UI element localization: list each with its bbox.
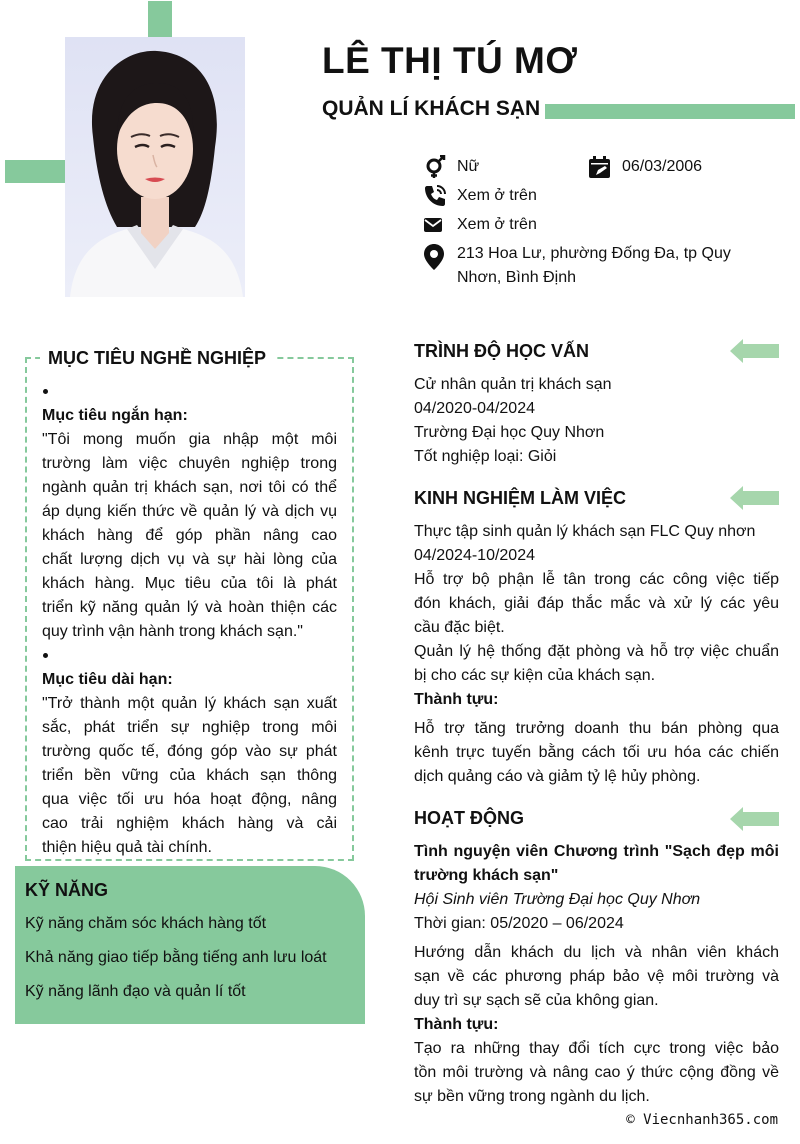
birthdate-value: 06/03/2006 bbox=[622, 158, 703, 175]
address-line-1: 213 Hoa Lư, phường Đống Đa, tp Quy bbox=[457, 245, 731, 262]
text-line: trường khách sạn" bbox=[414, 867, 559, 884]
text-line: đón khách, giải đáp thắc mắc và xử lý các yêu bbox=[414, 595, 779, 612]
text-line: dịch quảng cáo và giảm tỷ lệ hủy phòng. bbox=[414, 768, 701, 785]
arrow-left-icon bbox=[730, 807, 779, 831]
activity-role bbox=[414, 840, 779, 888]
arrow-left-icon bbox=[730, 339, 779, 363]
text-line: sự bền vững trong ngành du lịch. bbox=[414, 1088, 650, 1105]
experience-achievement-label: Thành tựu: bbox=[414, 691, 499, 708]
activities-title: HOẠT ĐỘNG bbox=[414, 808, 524, 828]
text-line: Hỗ trợ bộ phận lễ tân trong các công việc tiếp bbox=[414, 571, 779, 588]
text-line: Tình nguyện viên Chương trình "Sạch đẹp môi bbox=[414, 843, 779, 860]
text-line: thiện hiệu quả tài chính. bbox=[42, 839, 212, 856]
text-line: áp dụng kiến thức về quản lý và dịch vụ bbox=[42, 503, 337, 520]
footer-watermark: © Viecnhanh365.com bbox=[626, 1112, 778, 1128]
short-term-text bbox=[42, 428, 337, 644]
text-line: trường quốc tế, đóng góp vào sự phát bbox=[42, 743, 337, 760]
long-term-label: Mục tiêu dài hạn: bbox=[42, 671, 173, 688]
text-line: Hướng dẫn khách du lịch và nhân viên khách bbox=[414, 944, 779, 961]
text-line: "Trở thành một quản lý khách sạn xuất bbox=[42, 695, 337, 712]
candidate-name: LÊ THỊ TÚ MƠ bbox=[322, 40, 578, 81]
objective-title: MỤC TIÊU NGHỀ NGHIỆP bbox=[40, 346, 274, 370]
text-line: triển bền vững của khách sạn thông bbox=[42, 767, 337, 784]
text-line: ngành quản trị khách sạn, nơi tôi có thể bbox=[42, 479, 337, 496]
text-line: khách hàng. Mục tiêu của tôi là phát bbox=[42, 575, 337, 592]
skill-item: Kỹ năng lãnh đạo và quản lí tốt bbox=[25, 983, 246, 1000]
bullet-marker bbox=[42, 380, 337, 404]
accent-bar-left bbox=[5, 160, 65, 183]
gender-value: Nữ bbox=[457, 158, 480, 175]
bullet-marker bbox=[42, 644, 337, 668]
experience-duty-1 bbox=[414, 568, 779, 640]
experience-achievement bbox=[414, 717, 779, 789]
education-degree: Cử nhân quản trị khách sạn bbox=[414, 376, 612, 393]
short-term-label: Mục tiêu ngắn hạn: bbox=[42, 407, 188, 424]
activity-achievement-label: Thành tựu: bbox=[414, 1016, 499, 1033]
text-line: triển kỹ năng quản lý và hoàn thiện các bbox=[42, 599, 337, 616]
text-line: sạn về các phương pháp bảo vệ môi trường và bbox=[414, 968, 779, 985]
phone-icon bbox=[423, 184, 457, 208]
education-school: Trường Đại học Quy Nhơn bbox=[414, 424, 605, 441]
experience-period: 04/2024-10/2024 bbox=[414, 547, 535, 564]
text-line: qua việc tối ưu hóa hoạt động, nâng bbox=[42, 791, 337, 808]
activity-description bbox=[414, 941, 779, 1013]
activity-time: Thời gian: 05/2020 – 06/2024 bbox=[414, 915, 624, 932]
text-line: kênh trực tuyến bằng cách tối ưu hóa các chiến bbox=[414, 744, 779, 761]
gender-icon bbox=[423, 155, 457, 179]
text-line: "Tôi mong muốn gia nhập một môi bbox=[42, 431, 337, 448]
experience-position: Thực tập sinh quản lý khách sạn FLC Quy nhơn bbox=[414, 523, 756, 540]
text-line: khách hàng để góp phần nâng cao bbox=[42, 527, 337, 544]
text-line: tồn môi trường và nâng cao ý thức cộng đồng về bbox=[414, 1064, 779, 1081]
info-birthdate bbox=[588, 155, 702, 179]
info-gender bbox=[423, 155, 479, 179]
objective-body bbox=[42, 380, 337, 860]
skill-item: Khả năng giao tiếp bằng tiếng anh lưu loát bbox=[25, 949, 327, 966]
phone-value: Xem ở trên bbox=[457, 187, 537, 204]
location-pin-icon bbox=[423, 242, 457, 266]
education-details bbox=[414, 373, 779, 469]
experience-duty-2 bbox=[414, 640, 779, 688]
text-line: bị cho các sự kiện của khách sạn. bbox=[414, 667, 656, 684]
education-period: 04/2020-04/2024 bbox=[414, 400, 535, 417]
text-line: cầu đặc biệt. bbox=[414, 619, 505, 636]
text-line: quy trình vận hành trong khách sạn." bbox=[42, 623, 303, 640]
activity-organization: Hội Sinh viên Trường Đại học Quy Nhơn bbox=[414, 891, 701, 908]
text-line: cao trải nghiệm khách hàng và cải bbox=[42, 815, 337, 832]
accent-bar-title bbox=[545, 104, 795, 119]
info-phone bbox=[423, 184, 537, 208]
calendar-icon bbox=[588, 155, 622, 179]
text-line: duy trì sự sạch sẽ của không gian. bbox=[414, 992, 659, 1009]
text-line: Quản lý hệ thống đặt phòng và hỗ trợ việc chuẩn bbox=[414, 643, 779, 660]
profile-photo bbox=[65, 37, 245, 297]
text-line: sắc, phát triển sự nghiệp trong môi bbox=[42, 719, 337, 736]
text-line: chất lượng dịch vụ và sự hài lòng của bbox=[42, 551, 337, 568]
skill-item: Kỹ năng chăm sóc khách hàng tốt bbox=[25, 915, 267, 932]
info-email bbox=[423, 213, 537, 237]
accent-bar-top bbox=[148, 1, 172, 37]
text-line: Hỗ trợ tăng trưởng doanh thu bán phòng qua bbox=[414, 720, 779, 737]
experience-details bbox=[414, 520, 779, 789]
envelope-icon bbox=[423, 213, 457, 237]
experience-title: KINH NGHIỆM LÀM VIỆC bbox=[414, 488, 627, 508]
education-title: TRÌNH ĐỘ HỌC VẤN bbox=[414, 341, 589, 361]
text-line: trường làm việc chuyên nghiệp trong bbox=[42, 455, 337, 472]
info-address bbox=[423, 242, 731, 290]
activity-achievement bbox=[414, 1037, 779, 1109]
education-grade: Tốt nghiệp loại: Giỏi bbox=[414, 448, 557, 465]
activities-details bbox=[414, 840, 779, 1109]
skills-title: KỸ NĂNG bbox=[25, 880, 109, 900]
email-value: Xem ở trên bbox=[457, 216, 537, 233]
address-line-2: Nhơn, Bình Định bbox=[457, 269, 576, 286]
text-line: Tạo ra những thay đổi tích cực trong việc bảo bbox=[414, 1040, 779, 1057]
long-term-text bbox=[42, 692, 337, 860]
job-title: QUẢN LÍ KHÁCH SẠN bbox=[322, 97, 541, 120]
arrow-left-icon bbox=[730, 486, 779, 510]
